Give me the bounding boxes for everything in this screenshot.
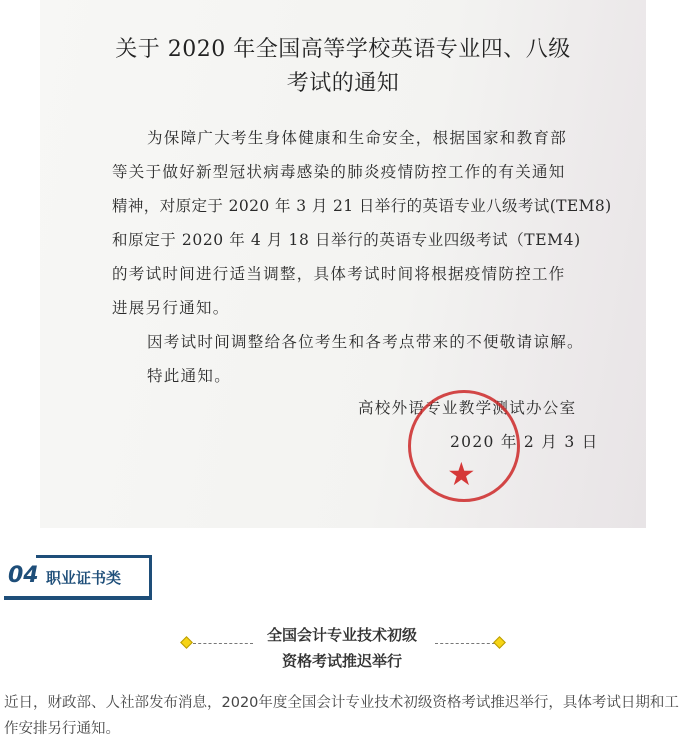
doc-line: 因考试时间调整给各位考生和各考点带来的不便敬请谅解。 (147, 333, 584, 351)
subheading (0, 622, 684, 674)
article-paragraph: 近日，财政部、人社部发布消息，2020年度全国会计专业技术初级资格考试推迟举行，具体考试日期和工作安排另行通知。 (4, 695, 679, 737)
notice-document-photo (40, 0, 646, 528)
doc-line: 特此通知。 (147, 367, 232, 385)
section-label: 职业证书类 (46, 569, 122, 587)
doc-title-line2: 考试的通知 (286, 71, 400, 96)
doc-line: 精神，对原定于 2020 年 3 月 21 日举行的英语专业八级考试(TEM8) (112, 197, 612, 215)
section-tag (4, 555, 144, 599)
doc-line: 等关于做好新型冠状病毒感染的肺炎疫情防控工作的有关通知 (112, 163, 566, 181)
star-icon: ★ (447, 455, 476, 493)
doc-line: 进展另行通知。 (112, 299, 230, 317)
doc-line: 的考试时间进行适当调整，具体考试时间将根据疫情防控工作 (112, 265, 566, 283)
section-number: 04 (8, 563, 39, 588)
doc-date: 2020 年 2 月 3 日 (450, 433, 599, 451)
doc-title-line1: 关于 2020 年全国高等学校英语专业四、八级 (115, 37, 571, 62)
doc-signature: 高校外语专业教学测试办公室 (358, 399, 577, 417)
official-seal (408, 390, 520, 502)
subheading-line2: 资格考试推迟举行 (281, 652, 402, 670)
doc-line: 和原定于 2020 年 4 月 18 日举行的英语专业四级考试（TEM4) (112, 231, 581, 249)
subheading-line1: 全国会计专业技术初级 (266, 626, 417, 644)
doc-line: 为保障广大考生身体健康和生命安全，根据国家和教育部 (147, 129, 568, 147)
